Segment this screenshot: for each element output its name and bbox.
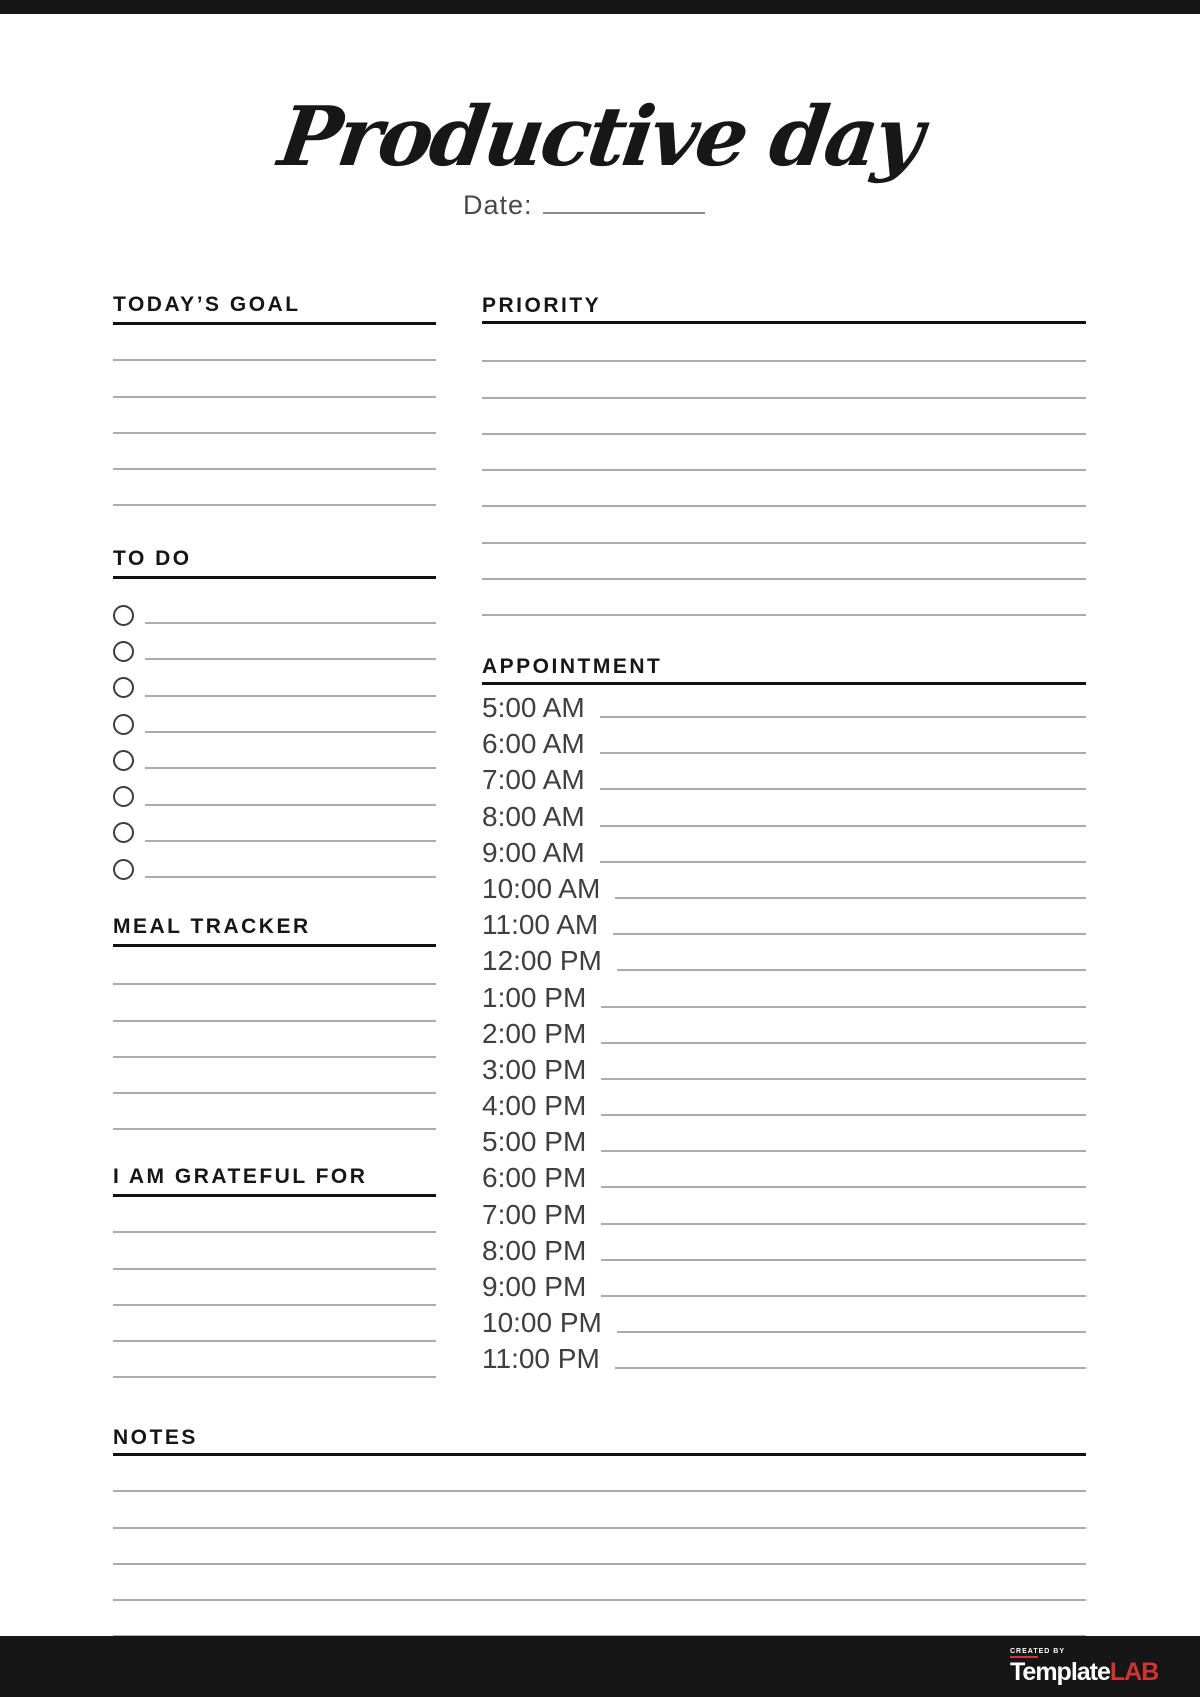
appointment-time-label: 6:00 AM: [482, 728, 585, 760]
writing-line: [482, 507, 1086, 543]
section-meal-tracker: [113, 916, 436, 1130]
appointment-row: [482, 762, 1086, 798]
todo-heading: TO DO: [113, 548, 436, 579]
appointment-row: [482, 907, 1086, 943]
checkbox-circle-icon: [113, 822, 134, 843]
appointment-row: [482, 1269, 1086, 1305]
writing-line: [113, 1565, 1086, 1601]
writing-line: [482, 580, 1086, 616]
writing-line: [113, 325, 436, 361]
appointment-heading: APPOINTMENT: [482, 656, 1086, 685]
appointment-time-label: 7:00 AM: [482, 764, 585, 796]
created-by-label: CREATED BY: [1010, 1648, 1065, 1655]
appointment-time-label: 9:00 PM: [482, 1271, 587, 1302]
writing-line: [613, 907, 1086, 935]
todo-item: [113, 742, 436, 778]
checkbox-circle-icon: [113, 677, 134, 698]
appointment-row: [482, 799, 1086, 835]
writing-line: [145, 767, 436, 769]
writing-line: [601, 1088, 1086, 1116]
section-notes: [113, 1427, 1086, 1637]
todays-goal-heading: TODAY’S GOAL: [113, 294, 436, 325]
writing-line: [600, 835, 1086, 863]
writing-line: [113, 470, 436, 506]
appointment-time-label: 10:00 AM: [482, 872, 601, 904]
checkbox-circle-icon: [113, 786, 134, 807]
appointment-time-label: 5:00 PM: [482, 1126, 587, 1158]
appointment-time-label: 12:00 PM: [482, 945, 602, 977]
todo-item: [113, 706, 436, 742]
meal-tracker-lines: [113, 949, 436, 1130]
appointment-row: [482, 1341, 1086, 1377]
priority-lines: [482, 326, 1086, 616]
writing-line: [145, 804, 436, 806]
writing-line: [601, 1160, 1086, 1188]
writing-line: [145, 622, 436, 624]
appointment-row: [482, 1197, 1086, 1233]
checkbox-circle-icon: [113, 859, 134, 880]
section-appointment: [482, 656, 1086, 1378]
grateful-heading: I AM GRATEFUL FOR: [113, 1166, 436, 1197]
appointment-time-label: 7:00 PM: [482, 1198, 587, 1230]
section-todo: [113, 548, 436, 887]
writing-line: [617, 943, 1086, 971]
writing-line: [145, 876, 436, 878]
writing-line: [113, 1094, 436, 1130]
appointment-row: [482, 1124, 1086, 1160]
top-black-bar: [0, 0, 1200, 14]
appointment-time-label: 9:00 AM: [482, 836, 585, 868]
appointment-time-label: 8:00 PM: [482, 1234, 587, 1266]
writing-line: [113, 1306, 436, 1342]
appointment-row: [482, 1016, 1086, 1052]
appointment-row: [482, 690, 1086, 726]
writing-line: [601, 1124, 1086, 1152]
appointment-row: [482, 1088, 1086, 1124]
checkbox-circle-icon: [113, 714, 134, 735]
todays-goal-lines: [113, 325, 436, 506]
writing-line: [617, 1305, 1086, 1333]
section-todays-goal: [113, 294, 436, 506]
writing-line: [600, 726, 1086, 754]
writing-line: [145, 840, 436, 842]
appointment-time-label: 11:00 AM: [482, 909, 599, 941]
writing-line: [113, 949, 436, 985]
notes-lines: [113, 1456, 1086, 1637]
todo-item: [113, 670, 436, 706]
appointment-schedule: [482, 690, 1086, 1378]
writing-line: [113, 985, 436, 1021]
appointment-row: [482, 835, 1086, 871]
appointment-time-label: 11:00 PM: [482, 1343, 600, 1375]
writing-line: [113, 1022, 436, 1058]
writing-line: [113, 1270, 436, 1306]
appointment-row: [482, 1305, 1086, 1341]
writing-line: [601, 1197, 1086, 1225]
appointment-time-label: 6:00 PM: [482, 1162, 587, 1194]
writing-line: [113, 398, 436, 434]
writing-line: [601, 1269, 1086, 1297]
appointment-row: [482, 1233, 1086, 1269]
writing-line: [615, 871, 1086, 899]
appointment-time-label: 5:00 AM: [482, 692, 585, 723]
appointment-row: [482, 1052, 1086, 1088]
todo-list: [113, 597, 436, 887]
todo-item: [113, 778, 436, 814]
writing-line: [601, 1052, 1086, 1080]
writing-line: [482, 471, 1086, 507]
appointment-row: [482, 943, 1086, 979]
brand-name: TemplateLAB: [1010, 1658, 1159, 1686]
writing-line: [113, 1197, 436, 1233]
writing-line: [482, 326, 1086, 362]
writing-line: [113, 1233, 436, 1269]
writing-line: [113, 1601, 1086, 1637]
appointment-time-label: 8:00 AM: [482, 800, 585, 832]
checkbox-circle-icon: [113, 641, 134, 662]
writing-line: [145, 731, 436, 733]
writing-line: [113, 1492, 1086, 1528]
writing-line: [113, 1529, 1086, 1565]
writing-line: [615, 1341, 1086, 1369]
writing-line: [600, 799, 1086, 827]
writing-line: [600, 762, 1086, 790]
date-writing-line: [543, 212, 705, 214]
todo-item: [113, 815, 436, 851]
writing-line: [113, 1058, 436, 1094]
writing-line: [482, 399, 1086, 435]
writing-line: [113, 1456, 1086, 1492]
appointment-time-label: 4:00 PM: [482, 1090, 587, 1122]
templatelab-logo: [1010, 1648, 1158, 1685]
date-label: Date:: [463, 190, 533, 220]
section-priority: [482, 295, 1086, 616]
appointment-row: [482, 726, 1086, 762]
appointment-time-label: 10:00 PM: [482, 1307, 602, 1339]
writing-line: [482, 544, 1086, 580]
appointment-time-label: 1:00 PM: [482, 981, 587, 1013]
appointment-row: [482, 871, 1086, 907]
writing-line: [600, 690, 1086, 718]
meal-tracker-heading: MEAL TRACKER: [113, 916, 436, 947]
writing-line: [145, 658, 436, 660]
todo-item: [113, 633, 436, 669]
todo-item: [113, 597, 436, 633]
writing-line: [601, 1233, 1086, 1261]
writing-line: [113, 361, 436, 397]
writing-line: [482, 362, 1086, 398]
writing-line: [601, 980, 1086, 1008]
writing-line: [601, 1016, 1086, 1044]
writing-line: [482, 435, 1086, 471]
page-title: Productive day: [273, 89, 927, 185]
appointment-time-label: 2:00 PM: [482, 1017, 587, 1049]
priority-heading: PRIORITY: [482, 295, 1086, 324]
section-grateful: [113, 1166, 436, 1378]
appointment-row: [482, 1160, 1086, 1196]
notes-heading: NOTES: [113, 1427, 1086, 1456]
writing-line: [113, 434, 436, 470]
checkbox-circle-icon: [113, 750, 134, 771]
appointment-row: [482, 980, 1086, 1016]
appointment-time-label: 3:00 PM: [482, 1053, 587, 1085]
writing-line: [113, 1342, 436, 1378]
grateful-lines: [113, 1197, 436, 1378]
todo-item: [113, 851, 436, 887]
writing-line: [145, 695, 436, 697]
checkbox-circle-icon: [113, 605, 134, 626]
